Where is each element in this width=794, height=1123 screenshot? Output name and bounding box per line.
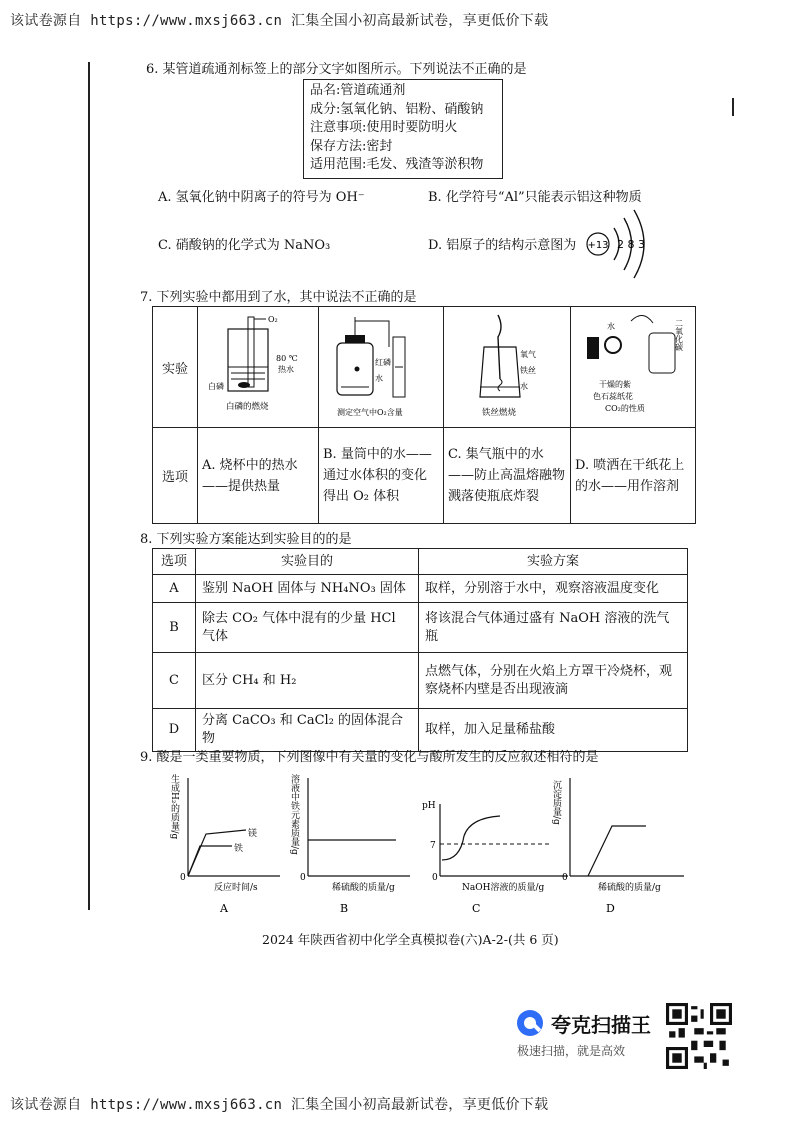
water-label: 水 bbox=[520, 382, 528, 391]
scan-mark bbox=[732, 98, 734, 116]
brand-name: 夸克扫描王 bbox=[551, 1012, 651, 1037]
flower-caption-2: 色石蕊纸花 bbox=[593, 392, 633, 401]
q7-option-d: D. 喷洒在干纸花上的水——用作溶剂 bbox=[571, 428, 696, 524]
source-footer: 该试卷源自 https://www.mxsj663.cn 汇集全国小初高最新试卷，享更低价下载 bbox=[10, 1097, 549, 1113]
row-purpose: 鉴别 NaOH 固体与 NH₄NO₃ 固体 bbox=[196, 575, 419, 603]
row-purpose: 区分 CH₄ 和 H₂ bbox=[196, 653, 419, 709]
row-plan: 点燃气体，分别在火焰上方罩干冷烧杯，观察烧杯内壁是否出现液滴 bbox=[419, 653, 688, 709]
q8-table bbox=[152, 548, 688, 752]
hot-water-label: 热水 bbox=[278, 365, 294, 374]
q7-stem: 7. 下列实验中都用到了水，其中说法不正确的是 bbox=[140, 290, 417, 305]
graph-a-fe-label: 铁 bbox=[234, 844, 244, 854]
atom-structure-diagram bbox=[584, 206, 664, 282]
nucleus-charge: +13 bbox=[587, 240, 609, 251]
q9-graphs bbox=[160, 766, 720, 916]
graph-c-ylabel: pH bbox=[422, 801, 436, 811]
graph-b-letter: B bbox=[340, 902, 349, 915]
graph-d-ylabel: 沉淀质量/g bbox=[551, 780, 561, 825]
co2-property-figure bbox=[571, 307, 695, 423]
graph-a-letter: A bbox=[220, 902, 228, 915]
q7-option-c: C. 集气瓶中的水——防止高温熔融物溅落使瓶底炸裂 bbox=[444, 428, 571, 524]
graph-d-xlabel: 稀硫酸的质量/g bbox=[598, 883, 661, 893]
graph-c-xlabel: NaOH溶液的质量/g bbox=[462, 883, 545, 893]
q9-stem: 9. 酸是一类重要物质，下列图像中有关量的变化与酸所发生的反应叙述相符的是 bbox=[140, 750, 599, 765]
water-label: 水 bbox=[607, 322, 615, 331]
row-plan: 将该混合气体通过盛有 NaOH 溶液的洗气瓶 bbox=[419, 603, 688, 653]
graph-a-origin: 0 bbox=[180, 873, 186, 883]
white-p-label: 白磷 bbox=[208, 382, 224, 391]
oxygen-label: 氧气 bbox=[520, 350, 536, 359]
row-label-experiment: 实验 bbox=[153, 307, 198, 428]
experiment-4-cell bbox=[571, 307, 696, 428]
product-label bbox=[303, 79, 503, 179]
label-line: 品名:管道疏通剂 bbox=[310, 83, 406, 98]
q8-stem: 8. 下列实验方案能达到实验目的的是 bbox=[140, 532, 352, 547]
header-plan: 实验方案 bbox=[419, 549, 688, 575]
q7-option-a: A. 烧杯中的热水——提供热量 bbox=[198, 428, 319, 524]
experiment-4-caption: CO₂的性质 bbox=[605, 404, 645, 413]
oxygen-content-figure bbox=[319, 307, 443, 423]
graph-c-tick-7: 7 bbox=[430, 841, 436, 851]
q7-option-b: B. 量筒中的水——通过水体积的变化得出 O₂ 体积 bbox=[319, 428, 444, 524]
q6-option-a: A. 氢氧化钠中阴离子的符号为 OH⁻ bbox=[158, 190, 365, 205]
row-option: A bbox=[153, 575, 196, 603]
graph-c-origin: 0 bbox=[432, 873, 438, 883]
row-plan: 取样，分别溶于水中，观察溶液温度变化 bbox=[419, 575, 688, 603]
page-footer: 2024 年陕西省初中化学全真模拟卷(六)A-2-(共 6 页) bbox=[262, 932, 559, 947]
red-p-label: 红磷 bbox=[375, 358, 391, 367]
header-purpose: 实验目的 bbox=[196, 549, 419, 575]
graph-b-xlabel: 稀硫酸的质量/g bbox=[332, 883, 395, 893]
co2-gas-label: 二氧化碳 bbox=[674, 319, 684, 351]
experiment-1-caption: 白磷的燃烧 bbox=[226, 402, 269, 412]
graph-d-letter: D bbox=[606, 902, 615, 915]
header-option: 选项 bbox=[153, 549, 196, 575]
row-option: D bbox=[153, 709, 196, 752]
o2-label: O₂ bbox=[268, 315, 278, 324]
graph-b-origin: 0 bbox=[300, 873, 306, 883]
row-option: C bbox=[153, 653, 196, 709]
experiment-3-caption: 铁丝燃烧 bbox=[482, 408, 517, 418]
experiment-2-cell bbox=[319, 307, 444, 428]
row-option: B bbox=[153, 603, 196, 653]
qr-code-icon bbox=[666, 1003, 732, 1069]
wire-label: 铁丝 bbox=[520, 366, 536, 375]
graph-c-letter: C bbox=[472, 902, 481, 915]
experiment-3-cell bbox=[444, 307, 571, 428]
scanner-brand bbox=[515, 1008, 651, 1059]
electron-shells: 2 8 3 bbox=[617, 238, 645, 251]
label-line: 注意事项:使用时要防明火 bbox=[310, 120, 458, 135]
graph-d-origin: 0 bbox=[562, 873, 568, 883]
q6-option-d: D. 铝原子的结构示意图为 bbox=[428, 238, 577, 253]
q6-stem: 6. 某管道疏通剂标签上的部分文字如图所示。下列说法不正确的是 bbox=[146, 62, 527, 77]
experiment-2-caption: 测定空气中O₂含量 bbox=[337, 408, 403, 417]
q7-table bbox=[152, 306, 696, 524]
row-purpose: 分离 CaCO₃ 和 CaCl₂ 的固体混合物 bbox=[196, 709, 419, 752]
label-line: 成分:氢氧化钠、铝粉、硝酸钠 bbox=[310, 101, 484, 117]
row-plan: 取样，加入足量稀盐酸 bbox=[419, 709, 688, 752]
source-header: 该试卷源自 https://www.mxsj663.cn 汇集全国小初高最新试卷，享更低价下载 bbox=[10, 13, 549, 29]
flower-caption-1: 干燥的紫 bbox=[599, 380, 631, 389]
graph-a-mg-label: 镁 bbox=[248, 829, 258, 839]
phosphorus-combustion-figure bbox=[198, 307, 318, 423]
q6-option-b: B. 化学符号“Al”只能表示铝这种物质 bbox=[428, 190, 642, 205]
graph-a-ylabel: 生成H₂的质量/g bbox=[169, 774, 179, 840]
water-label: 水 bbox=[375, 374, 383, 383]
label-line: 保存方法:密封 bbox=[310, 138, 393, 154]
row-label-option: 选项 bbox=[153, 428, 198, 524]
brand-logo-icon bbox=[515, 1008, 545, 1038]
row-purpose: 除去 CO₂ 气体中混有的少量 HCl 气体 bbox=[196, 603, 419, 653]
graph-a-xlabel: 反应时间/s bbox=[214, 883, 258, 893]
iron-wire-figure bbox=[444, 307, 570, 423]
experiment-1-cell bbox=[198, 307, 319, 428]
temp-label: 80 ℃ bbox=[276, 354, 298, 363]
graph-b-ylabel: 溶液中铁元素质量/g bbox=[289, 774, 299, 855]
q6-option-c: C. 硝酸钠的化学式为 NaNO₃ bbox=[158, 238, 331, 253]
margin-line bbox=[88, 62, 90, 910]
label-line: 适用范围:毛发、残渣等淤积物 bbox=[310, 157, 484, 172]
brand-slogan: 极速扫描，就是高效 bbox=[517, 1044, 626, 1058]
